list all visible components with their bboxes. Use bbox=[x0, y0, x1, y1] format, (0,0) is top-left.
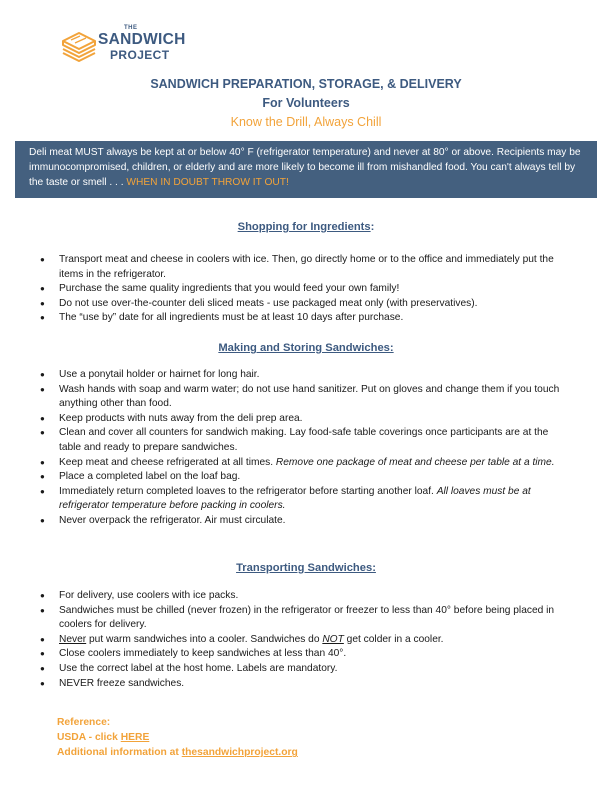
item-text: Keep products with nuts away from the deli prep area. bbox=[59, 412, 303, 424]
shopping-heading-colon: : bbox=[370, 221, 375, 233]
page-title: SANDWICH PREPARATION, STORAGE, & DELIVERY bbox=[150, 77, 462, 91]
list-item: ● For delivery, use coolers with ice packs. bbox=[40, 589, 560, 604]
item-text: put warm sandwiches into a cooler. Sandwiches do bbox=[86, 633, 323, 645]
banner-warning: WHEN IN DOUBT THROW IT OUT! bbox=[126, 177, 289, 189]
making-heading-text: Making and Storing Sandwiches: bbox=[218, 342, 394, 354]
list-item: ● Purchase the same quality ingredients that you would feed your own family! bbox=[40, 282, 560, 297]
list-item bbox=[40, 470, 560, 485]
list-item bbox=[40, 426, 560, 455]
usda-prefix: USDA - click bbox=[57, 732, 121, 744]
list-item: ● Use the correct label at the host home. Labels are mandatory. bbox=[40, 662, 560, 677]
usda-line bbox=[57, 730, 298, 745]
logo bbox=[60, 25, 190, 65]
shopping-heading bbox=[0, 221, 612, 233]
list-item bbox=[40, 412, 560, 427]
item-not: NOT bbox=[322, 633, 344, 645]
logo-sandwich: SANDWICH bbox=[98, 31, 186, 48]
transport-heading-text: Transporting Sandwiches: bbox=[236, 562, 376, 574]
reference-label: Reference: bbox=[57, 717, 111, 728]
item-text: Keep meat and cheese refrigerated at all times. bbox=[59, 456, 276, 468]
page-tagline: Know the Drill, Always Chill bbox=[230, 115, 382, 129]
page-subtitle: For Volunteers bbox=[262, 96, 350, 110]
additional-line bbox=[57, 745, 298, 760]
logo-wordmark bbox=[98, 25, 186, 61]
item-text: get colder in a cooler. bbox=[343, 633, 444, 645]
additional-prefix: Additional information at bbox=[57, 747, 182, 759]
item-emphasis: Remove one package of meat and cheese per table at a time. bbox=[275, 456, 555, 468]
list-item: ● NEVER freeze sandwiches. bbox=[40, 677, 560, 692]
list-item: ● The “use by” date for all ingredients must be at least 10 days after purchase. bbox=[40, 311, 560, 326]
making-heading bbox=[0, 342, 612, 354]
list-item: ● Do not use over-the-counter deli sliced meats - use packaged meat only (with preservatives). bbox=[40, 297, 560, 312]
list-item bbox=[40, 514, 560, 529]
item-text: Clean and cover all counters for sandwich making. Lay food-safe table coverings once participants are at the table and ready to prepare sandwiches. bbox=[59, 427, 549, 453]
list-item bbox=[40, 368, 560, 383]
website-link[interactable]: thesandwichproject.org bbox=[181, 747, 298, 759]
list-item bbox=[40, 633, 560, 648]
sandwich-icon bbox=[60, 27, 98, 63]
usda-link[interactable]: HERE bbox=[120, 732, 150, 744]
transport-heading bbox=[0, 562, 612, 574]
list-item: ● Sandwiches must be chilled (never frozen) in the refrigerator or freezer to less than 40° before being placed in coolers for delivery. bbox=[40, 604, 560, 633]
item-text: Immediately return completed loaves to the refrigerator before starting another loaf. bbox=[59, 485, 437, 497]
logo-the: THE bbox=[124, 25, 138, 31]
list-item bbox=[40, 383, 560, 412]
reference-block bbox=[57, 715, 298, 761]
warning-banner bbox=[15, 141, 597, 198]
making-list bbox=[40, 368, 560, 529]
transport-list bbox=[40, 589, 560, 691]
shopping-list bbox=[40, 253, 560, 326]
item-emphasis: All loaves must be at refrigerator temperature before packing in coolers. bbox=[59, 485, 531, 512]
list-item bbox=[40, 485, 560, 514]
list-item bbox=[40, 456, 560, 471]
shopping-heading-text: Shopping for Ingredients bbox=[237, 221, 371, 233]
item-never: Never bbox=[59, 633, 87, 645]
banner-text: Deli meat MUST always be kept at or below 40° F (refrigerator temperature) and never at 80° or above. Recipients may be immunocompromised, children, or elderly and are more likely to become ill from mishandled food. You can't always tell by the taste or smell . . . bbox=[29, 147, 581, 189]
list-item: ● Close coolers immediately to keep sandwiches at less than 40°. bbox=[40, 647, 560, 662]
item-text: Place a completed label on the loaf bag. bbox=[59, 471, 241, 483]
list-item: ● Transport meat and cheese in coolers with ice. Then, go directly home or to the office and immediately put the items in the refrigerator. bbox=[40, 253, 560, 282]
item-text: Never overpack the refrigerator. Air must circulate. bbox=[59, 514, 286, 526]
item-text: Wash hands with soap and warm water; do not use hand sanitizer. Put on gloves and change them if you touch anything other than food. bbox=[59, 383, 560, 410]
item-text: Use a ponytail holder or hairnet for long hair. bbox=[59, 369, 260, 380]
logo-project: PROJECT bbox=[110, 47, 170, 62]
